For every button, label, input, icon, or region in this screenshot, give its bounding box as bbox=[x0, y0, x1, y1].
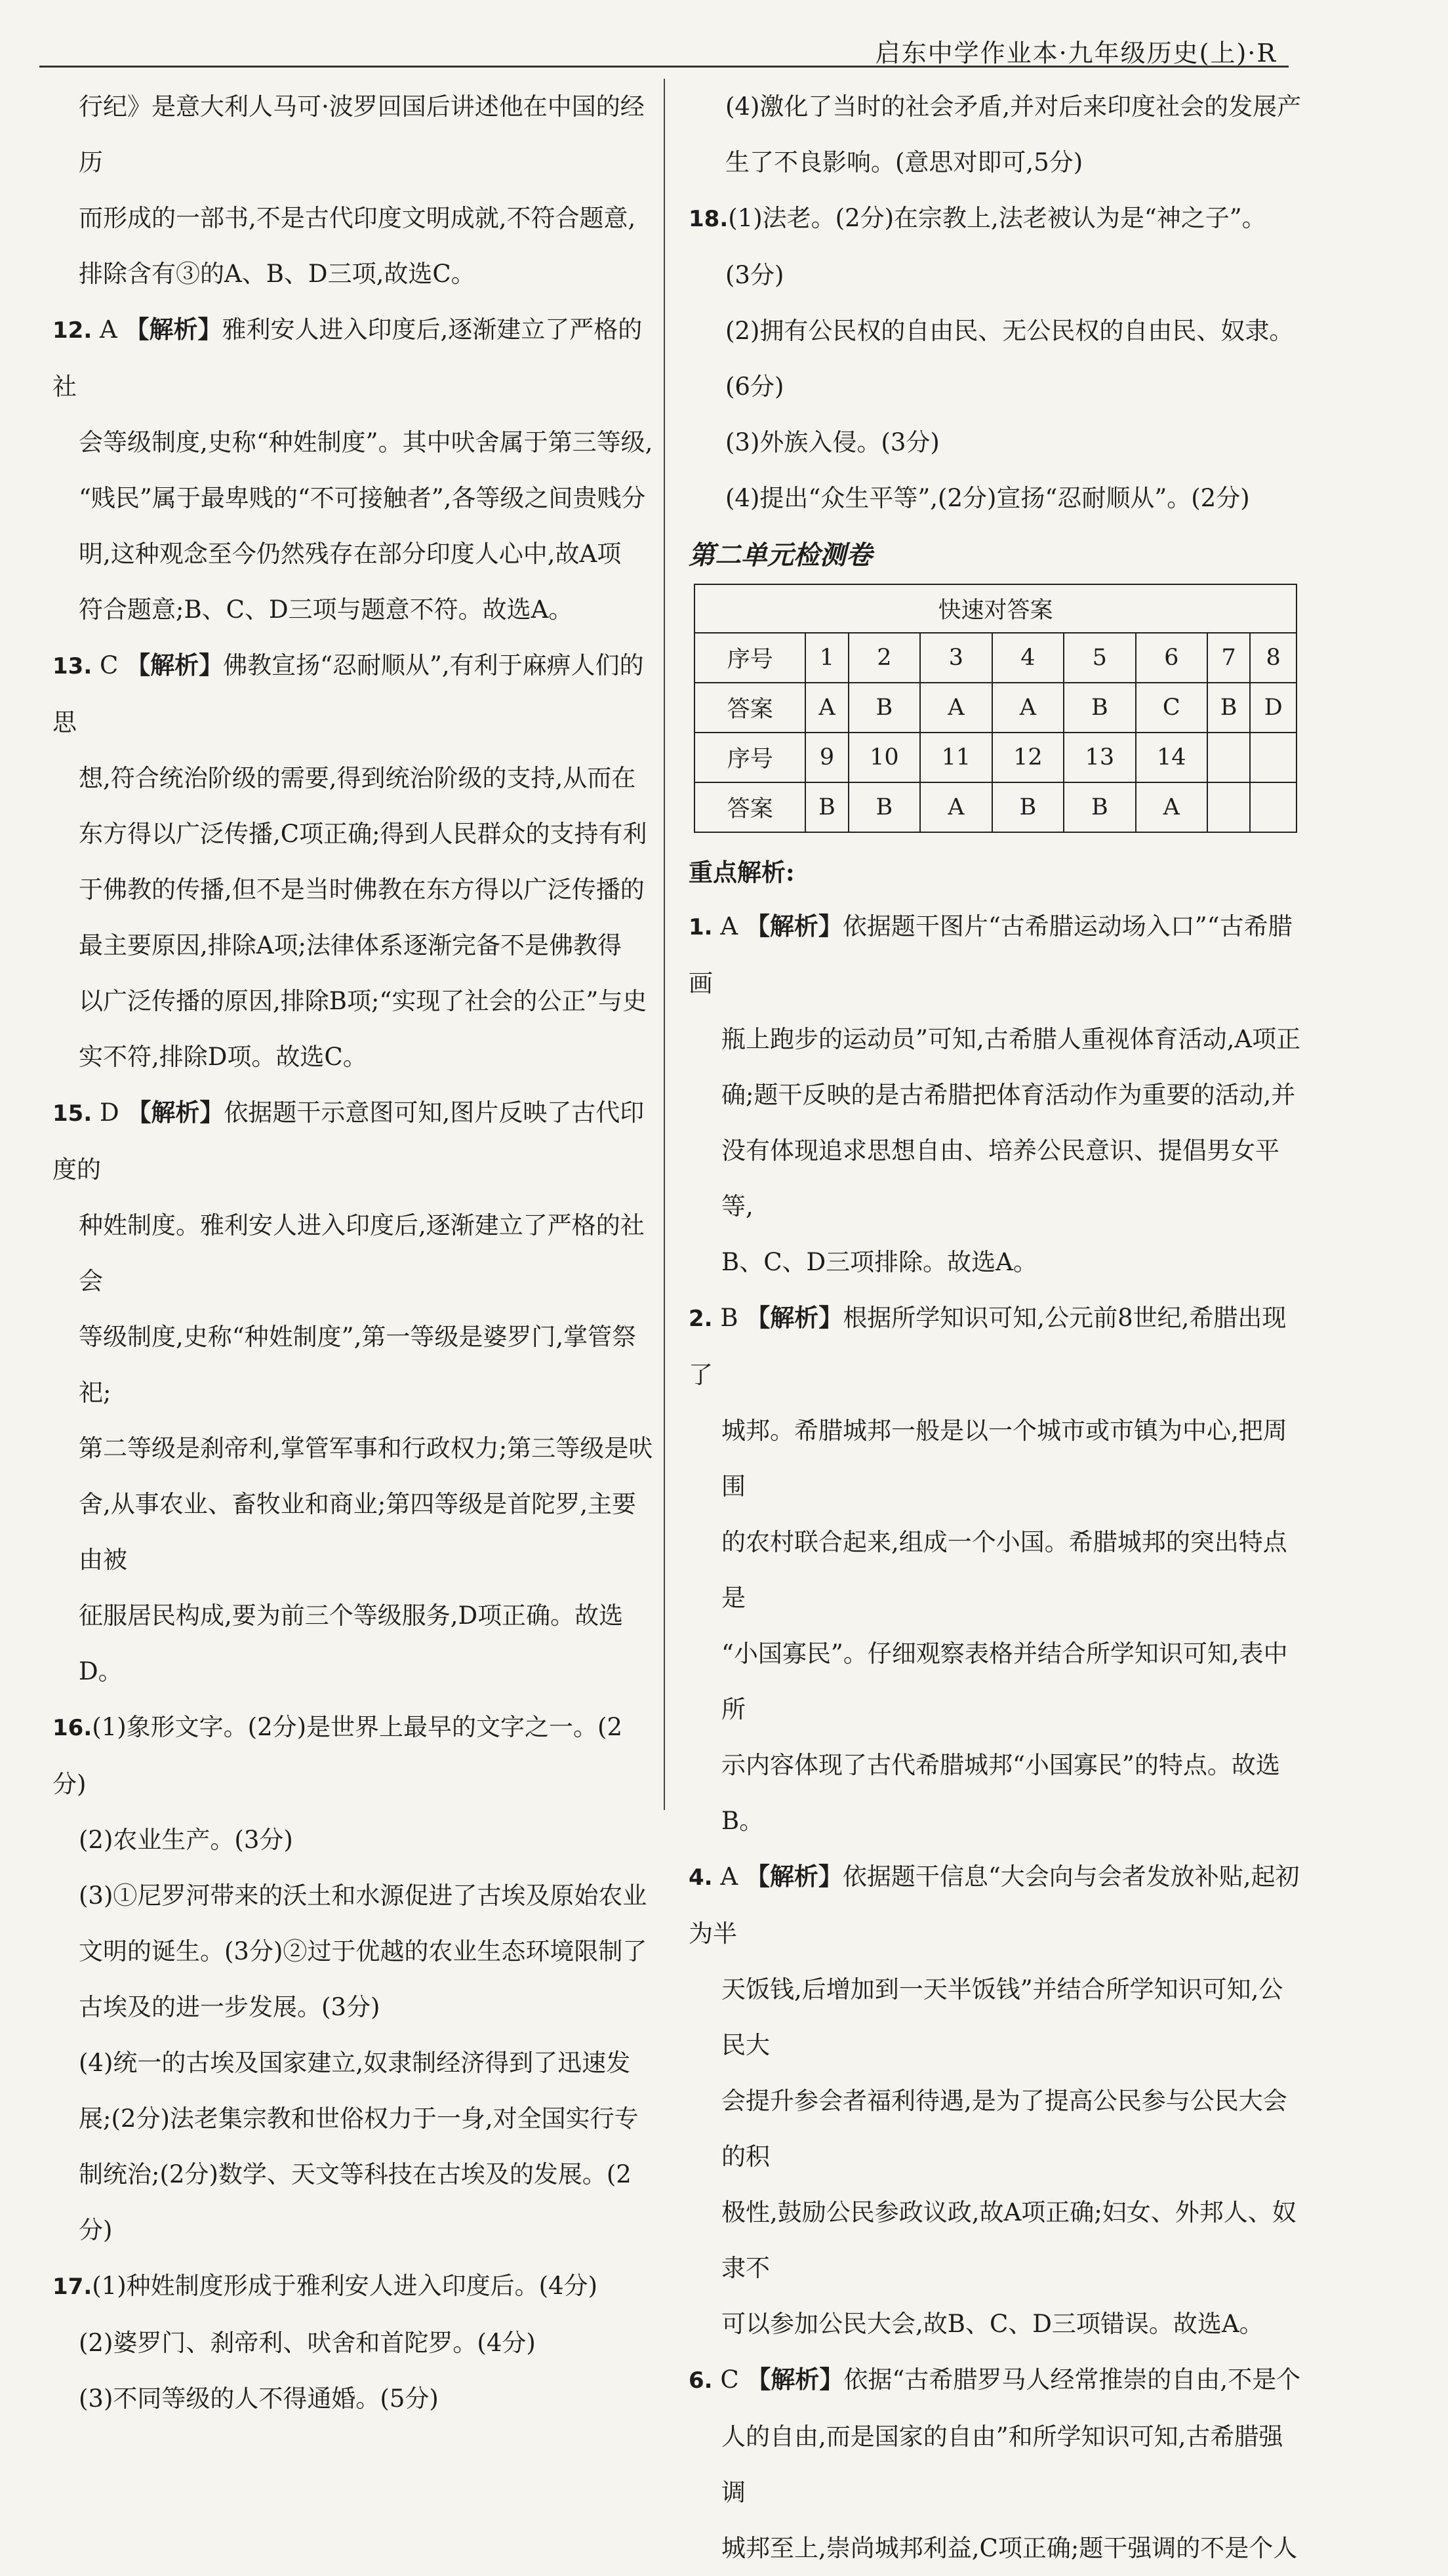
answer-12 bbox=[52, 302, 656, 637]
answer-16 bbox=[52, 1699, 656, 2258]
continuation-line: 生了不良影响。(意思对即可,5分) bbox=[725, 148, 1083, 176]
answer-18 bbox=[689, 190, 1305, 526]
analysis-line: 依据“古希腊罗马人经常推崇的自由,不是个 bbox=[843, 2365, 1301, 2394]
answer-15 bbox=[52, 1085, 656, 1699]
table-cell: B bbox=[849, 782, 920, 832]
question-number: 1. bbox=[689, 914, 713, 940]
answer-line: 展;(2分)法老集宗教和世俗权力于一身,对全国实行专 bbox=[79, 2104, 639, 2133]
analysis-tag: 【解析】 bbox=[127, 1098, 224, 1127]
table-cell: A bbox=[805, 683, 848, 733]
analysis-line: “贱民”属于最卑贱的“不可接触者”,各等级之间贵贱分 bbox=[79, 484, 646, 512]
answer-letter: C bbox=[100, 651, 119, 679]
header-title: 启东中学作业本·九年级历史(上)·R bbox=[875, 39, 1277, 68]
table-cell: 11 bbox=[920, 733, 992, 782]
answer-line: (2)农业生产。(3分) bbox=[79, 1826, 293, 1854]
table-row bbox=[694, 733, 1297, 782]
analysis-line: 极性,鼓励公民参政议政,故A项正确;妇女、外邦人、奴隶不 bbox=[721, 2198, 1297, 2282]
unit-title: 第二单元检测卷 bbox=[689, 540, 872, 571]
answer-letter: C bbox=[720, 2365, 739, 2394]
table-row bbox=[694, 782, 1297, 832]
answer-line: (3)①尼罗河带来的沃土和水源促进了古埃及原始农业 bbox=[79, 1882, 647, 1910]
table-cell bbox=[1207, 733, 1250, 782]
continuation-line: (4)激化了当时的社会矛盾,并对后来印度社会的发展产 bbox=[725, 92, 1302, 121]
answer-line: (4)提出“众生平等”,(2分)宣扬“忍耐顺从”。(2分) bbox=[725, 484, 1250, 512]
question-number: 6. bbox=[689, 2367, 713, 2394]
analysis-line: 佛教宣扬“忍耐顺从”,有利于麻痹人们的思 bbox=[52, 651, 644, 736]
answer-letter: A bbox=[100, 315, 117, 344]
analysis-line: 天饭钱,后增加到一天半饭钱”并结合所学知识可知,公民大 bbox=[721, 1975, 1283, 2059]
table-row bbox=[694, 683, 1297, 733]
answer-line: 文明的诞生。(3分)②过于优越的农业生态环境限制了 bbox=[79, 1937, 647, 1965]
question-number: 18. bbox=[689, 206, 729, 232]
table-cell: A bbox=[1136, 782, 1207, 832]
table-caption: 快速对答案 bbox=[694, 584, 1297, 633]
table-cell: 3 bbox=[920, 633, 992, 683]
table-cell: B bbox=[849, 683, 920, 733]
question-number: 15. bbox=[52, 1100, 92, 1127]
analysis-tag: 【解析】 bbox=[125, 315, 222, 344]
table-cell: B bbox=[1064, 683, 1135, 733]
analysis-line: 于佛教的传播,但不是当时佛教在东方得以广泛传播的 bbox=[79, 875, 645, 904]
answer-letter: A bbox=[720, 912, 738, 940]
table-cell: A bbox=[992, 683, 1064, 733]
analysis-line: 东方得以广泛传播,C项正确;得到人民群众的支持有利 bbox=[79, 820, 647, 848]
answer-line: 古埃及的进一步发展。(3分) bbox=[79, 1993, 380, 2021]
table-cell: 1 bbox=[805, 633, 848, 683]
continuation-line: 而形成的一部书,不是古代印度文明成就,不符合题意, bbox=[79, 204, 636, 232]
table-cell: 6 bbox=[1136, 633, 1207, 683]
row-label: 答案 bbox=[694, 683, 805, 733]
analysis-line: 城邦。希腊城邦一般是以一个城市或市镇为中心,把周围 bbox=[721, 1417, 1287, 1500]
page-header bbox=[39, 31, 1289, 68]
analysis-line: 想,符合统治阶级的需要,得到统治阶级的支持,从而在 bbox=[79, 764, 636, 792]
analysis-line: 舍,从事农业、畜牧业和商业;第四等级是首陀罗,主要由被 bbox=[79, 1490, 636, 1574]
analysis-line: 依据题干图片“古希腊运动场入口”“古希腊画 bbox=[689, 912, 1293, 997]
right-column bbox=[689, 79, 1305, 2576]
key-analysis-title: 重点解析: bbox=[689, 858, 795, 887]
analysis-line: 会提升参会者福利待遇,是为了提高公民参与公民大会的积 bbox=[721, 2087, 1287, 2171]
table-cell: A bbox=[920, 683, 992, 733]
column-divider bbox=[664, 79, 665, 1810]
analysis-line: 人的自由,而是国家的自由”和所学知识可知,古希腊强调 bbox=[721, 2423, 1283, 2506]
table-cell: 4 bbox=[992, 633, 1064, 683]
analysis-line: 确;题干反映的是古希腊把体育活动作为重要的活动,并 bbox=[721, 1081, 1296, 1109]
table-cell: 2 bbox=[849, 633, 920, 683]
table-cell: 13 bbox=[1064, 733, 1135, 782]
table-cell: B bbox=[1207, 683, 1250, 733]
analysis-line: “小国寡民”。仔细观察表格并结合所学知识可知,表中所 bbox=[721, 1640, 1288, 1723]
table-cell: 10 bbox=[849, 733, 920, 782]
question-number: 12. bbox=[52, 317, 92, 344]
table-cell: D bbox=[1250, 683, 1297, 733]
answer-letter: D bbox=[100, 1098, 119, 1127]
answer-line: (3)不同等级的人不得通婚。(5分) bbox=[79, 2385, 439, 2413]
answer-line: (3)外族入侵。(3分) bbox=[725, 428, 940, 456]
analysis-line: 瓶上跑步的运动员”可知,古希腊人重视体育活动,A项正 bbox=[721, 1025, 1301, 1053]
analysis-line: 依据题干示意图可知,图片反映了古代印度的 bbox=[52, 1098, 645, 1184]
answer-line: (1)种姓制度形成于雅利安人进入印度后。(4分) bbox=[92, 2272, 598, 2300]
analysis-tag: 【解析】 bbox=[746, 1303, 843, 1332]
table-cell bbox=[1250, 733, 1297, 782]
analysis-tag: 【解析】 bbox=[745, 912, 843, 940]
analysis-1 bbox=[689, 898, 1305, 1290]
table-cell: B bbox=[805, 782, 848, 832]
table-cell: B bbox=[992, 782, 1064, 832]
analysis-line: 最主要原因,排除A项;法律体系逐渐完备不是佛教得 bbox=[79, 931, 622, 959]
answer-line: (2)拥有公民权的自由民、无公民权的自由民、奴隶。(6分) bbox=[725, 317, 1294, 401]
answer-13 bbox=[52, 637, 656, 1085]
answer-line: (3分) bbox=[725, 261, 784, 289]
question-number: 13. bbox=[52, 653, 92, 679]
answer-line: (2)婆罗门、刹帝利、吠舍和首陀罗。(4分) bbox=[79, 2329, 536, 2357]
row-label: 序号 bbox=[694, 733, 805, 782]
question-number: 2. bbox=[689, 1306, 713, 1332]
table-cell: 9 bbox=[805, 733, 848, 782]
question-number: 17. bbox=[52, 2274, 92, 2300]
question-number: 16. bbox=[52, 1715, 92, 1741]
analysis-line: 雅利安人进入印度后,逐渐建立了严格的社 bbox=[52, 315, 643, 401]
table-cell: 7 bbox=[1207, 633, 1250, 683]
analysis-line: 明,这种观念至今仍然残存在部分印度人心中,故A项 bbox=[79, 540, 622, 568]
table-cell: 8 bbox=[1250, 633, 1297, 683]
analysis-line: 根据所学知识可知,公元前8世纪,希腊出现了 bbox=[689, 1304, 1287, 1389]
analysis-line: 可以参加公民大会,故B、C、D三项错误。故选A。 bbox=[721, 2310, 1264, 2338]
answer-17 bbox=[52, 2258, 656, 2426]
answer-letter: A bbox=[720, 1862, 738, 1891]
answer-line: (4)统一的古埃及国家建立,奴隶制经济得到了迅速发 bbox=[79, 2049, 631, 2077]
table-cell: 5 bbox=[1064, 633, 1135, 683]
answer-key-table bbox=[694, 584, 1297, 833]
table-cell: 14 bbox=[1136, 733, 1207, 782]
analysis-tag: 【解析】 bbox=[746, 2365, 844, 2394]
table-cell bbox=[1207, 782, 1250, 832]
analysis-line: 第二等级是刹帝利,掌管军事和行政权力;第三等级是吠 bbox=[79, 1434, 653, 1462]
answer-line: (1)象形文字。(2分)是世界上最早的文字之一。(2分) bbox=[52, 1713, 623, 1798]
question-number: 4. bbox=[689, 1864, 713, 1891]
analysis-line: 依据题干信息“大会向与会者发放补贴,起初为半 bbox=[689, 1862, 1300, 1948]
analysis-2 bbox=[689, 1290, 1305, 1849]
table-cell: A bbox=[920, 782, 992, 832]
continuation-line: 排除含有③的A、B、D三项,故选C。 bbox=[79, 260, 475, 288]
analysis-tag: 【解析】 bbox=[745, 1862, 843, 1891]
table-cell: C bbox=[1136, 683, 1207, 733]
table-cell: B bbox=[1064, 782, 1135, 832]
analysis-line: 示内容体现了古代希腊城邦“小国寡民”的特点。故选B。 bbox=[721, 1751, 1280, 1835]
table-row bbox=[694, 633, 1297, 683]
analysis-line: 会等级制度,史称“种姓制度”。其中吠舍属于第三等级, bbox=[79, 428, 653, 456]
analysis-line: 没有体现追求思想自由、培养公民意识、提倡男女平等, bbox=[721, 1137, 1279, 1220]
analysis-4 bbox=[689, 1849, 1305, 2352]
answer-line: (1)法老。(2分)在宗教上,法老被认为是“神之子”。 bbox=[728, 204, 1266, 232]
table-cell bbox=[1250, 782, 1297, 832]
answer-letter: B bbox=[720, 1304, 738, 1332]
left-column bbox=[52, 79, 656, 2426]
analysis-line: 实不符,排除D项。故选C。 bbox=[79, 1043, 367, 1071]
answer-line: 制统治;(2分)数学、天文等科技在古埃及的发展。(2分) bbox=[79, 2160, 632, 2244]
table-cell: 12 bbox=[992, 733, 1064, 782]
row-label: 答案 bbox=[694, 782, 805, 832]
analysis-line: 城邦至上,崇尚城邦利益,C项正确;题干强调的不是个人 bbox=[721, 2534, 1298, 2562]
analysis-6 bbox=[689, 2352, 1305, 2576]
analysis-line: 符合题意;B、C、D三项与题意不符。故选A。 bbox=[79, 595, 573, 624]
analysis-tag: 【解析】 bbox=[126, 651, 224, 679]
analysis-line: 以广泛传播的原因,排除B项;“实现了社会的公正”与史 bbox=[79, 987, 647, 1015]
analysis-line: B、C、D三项排除。故选A。 bbox=[721, 1248, 1037, 1276]
analysis-line: 种姓制度。雅利安人进入印度后,逐渐建立了严格的社会 bbox=[79, 1211, 645, 1295]
continuation-line: 行纪》是意大利人马可·波罗回国后讲述他在中国的经历 bbox=[79, 92, 645, 176]
row-label: 序号 bbox=[694, 633, 805, 683]
analysis-line: 的农村联合起来,组成一个小国。希腊城邦的突出特点是 bbox=[721, 1528, 1287, 1612]
analysis-line: 征服居民构成,要为前三个等级服务,D项正确。故选D。 bbox=[79, 1601, 624, 1685]
analysis-line: 等级制度,史称“种姓制度”,第一等级是婆罗门,掌管祭祀; bbox=[79, 1323, 637, 1407]
